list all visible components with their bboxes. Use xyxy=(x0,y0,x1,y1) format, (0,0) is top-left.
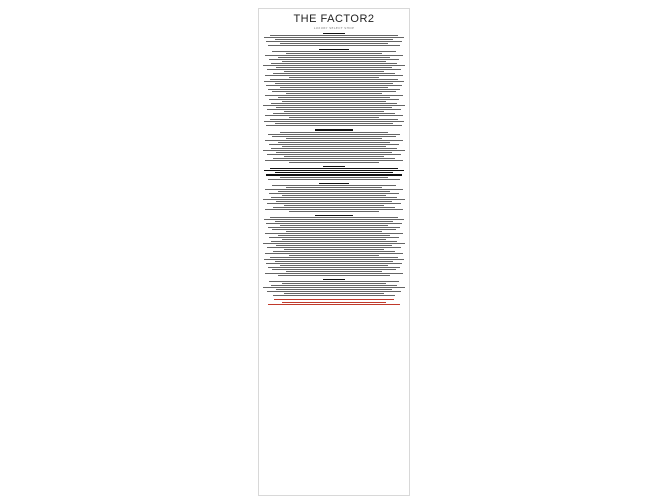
text-line xyxy=(276,67,392,68)
text-line xyxy=(268,89,400,90)
policy-section xyxy=(259,215,409,276)
text-line xyxy=(273,113,395,114)
text-line xyxy=(275,83,393,84)
text-line xyxy=(263,150,405,151)
text-line xyxy=(280,43,388,44)
text-line xyxy=(272,136,396,137)
text-line xyxy=(284,71,384,72)
text-line xyxy=(265,253,403,254)
text-line xyxy=(265,140,403,141)
text-line xyxy=(265,75,403,76)
text-line xyxy=(267,203,401,204)
text-line xyxy=(264,170,404,171)
text-line xyxy=(263,287,405,288)
text-line xyxy=(286,271,382,272)
text-line xyxy=(275,261,393,262)
text-line xyxy=(289,255,379,256)
text-line xyxy=(280,177,388,178)
text-line xyxy=(268,227,400,228)
text-line xyxy=(263,105,405,106)
text-line xyxy=(272,91,396,92)
text-line xyxy=(272,229,396,230)
text-line xyxy=(264,37,404,38)
text-line xyxy=(276,245,392,246)
text-line xyxy=(269,144,399,145)
text-line xyxy=(265,95,403,96)
text-line xyxy=(284,111,384,112)
text-line xyxy=(271,197,397,198)
text-line xyxy=(263,243,405,244)
section-heading xyxy=(323,166,345,167)
text-line xyxy=(289,77,379,78)
text-line xyxy=(278,57,390,58)
notice-line xyxy=(282,302,386,303)
text-line xyxy=(286,93,382,94)
text-line xyxy=(271,103,397,104)
text-line xyxy=(282,61,386,62)
text-line xyxy=(273,207,395,208)
footer-divider xyxy=(274,299,394,300)
text-line xyxy=(278,142,390,143)
text-line xyxy=(265,209,403,210)
text-line xyxy=(268,179,400,180)
text-line xyxy=(267,69,401,70)
text-line xyxy=(269,237,399,238)
text-line xyxy=(268,134,400,135)
section-heading xyxy=(319,49,349,50)
text-line xyxy=(273,73,395,74)
text-line xyxy=(263,65,405,66)
text-line xyxy=(278,275,390,276)
text-line xyxy=(271,148,397,149)
text-line xyxy=(268,267,400,268)
text-line xyxy=(282,239,386,240)
text-line xyxy=(269,59,399,60)
text-line xyxy=(278,191,390,192)
text-line xyxy=(268,45,400,46)
text-line xyxy=(280,132,388,133)
policy-document-page xyxy=(258,8,410,496)
text-line xyxy=(270,79,398,80)
text-line xyxy=(276,201,392,202)
text-line xyxy=(265,189,403,190)
text-line xyxy=(267,154,401,155)
text-line xyxy=(282,195,386,196)
text-line xyxy=(264,121,404,122)
text-line xyxy=(286,53,382,54)
text-line xyxy=(272,269,396,270)
text-line xyxy=(265,160,403,161)
text-line xyxy=(266,263,402,264)
text-line xyxy=(282,146,386,147)
text-line xyxy=(269,193,399,194)
text-line xyxy=(275,172,393,173)
text-line xyxy=(266,41,402,42)
text-line xyxy=(265,115,403,116)
text-line xyxy=(286,187,382,188)
text-line xyxy=(278,235,390,236)
text-line xyxy=(278,97,390,98)
text-line xyxy=(284,293,384,294)
text-line xyxy=(265,273,403,274)
text-line xyxy=(270,217,398,218)
text-line xyxy=(271,285,397,286)
text-line xyxy=(263,199,405,200)
policy-section xyxy=(259,129,409,162)
policy-section xyxy=(259,279,409,296)
text-line xyxy=(280,87,388,88)
text-line xyxy=(264,81,404,82)
text-line xyxy=(289,117,379,118)
text-line xyxy=(275,39,393,40)
policy-section xyxy=(259,33,409,46)
text-line xyxy=(271,63,397,64)
text-line xyxy=(267,109,401,110)
text-line xyxy=(284,205,384,206)
text-line xyxy=(270,257,398,258)
text-line xyxy=(276,152,392,153)
text-line xyxy=(289,162,379,163)
policy-body xyxy=(259,33,409,305)
text-line xyxy=(280,265,388,266)
policy-section xyxy=(259,183,409,212)
brand-logo: THE FACTOR2 xyxy=(293,13,375,25)
text-line xyxy=(264,259,404,260)
text-line xyxy=(282,283,386,284)
policy-section xyxy=(259,49,409,126)
section-heading xyxy=(323,279,345,280)
text-line xyxy=(273,295,395,296)
notice-line xyxy=(268,304,400,305)
text-line xyxy=(266,85,402,86)
text-line xyxy=(289,211,379,212)
text-line xyxy=(280,225,388,226)
text-line xyxy=(270,35,398,36)
text-line xyxy=(271,241,397,242)
section-heading xyxy=(315,215,353,216)
text-line xyxy=(270,119,398,120)
text-line xyxy=(276,107,392,108)
text-line xyxy=(272,51,396,52)
section-heading xyxy=(315,129,353,130)
section-heading xyxy=(319,183,349,184)
text-line xyxy=(284,156,384,157)
text-line xyxy=(284,249,384,250)
text-line xyxy=(273,158,395,159)
text-line xyxy=(269,281,399,282)
text-line xyxy=(275,123,393,124)
text-line xyxy=(270,168,398,169)
text-line xyxy=(266,223,402,224)
text-line xyxy=(266,174,402,175)
text-line xyxy=(265,233,403,234)
text-line xyxy=(275,221,393,222)
brand-tagline: LUXURY SELECT SHOP xyxy=(313,26,355,30)
text-line xyxy=(269,99,399,100)
text-line xyxy=(267,247,401,248)
text-line xyxy=(286,231,382,232)
text-line xyxy=(272,185,396,186)
text-line xyxy=(273,251,395,252)
text-line xyxy=(276,289,392,290)
text-line xyxy=(266,125,402,126)
text-line xyxy=(282,101,386,102)
policy-section xyxy=(259,166,409,180)
section-heading xyxy=(323,33,345,34)
text-line xyxy=(286,138,382,139)
text-line xyxy=(264,219,404,220)
text-line xyxy=(265,55,403,56)
text-line xyxy=(267,291,401,292)
